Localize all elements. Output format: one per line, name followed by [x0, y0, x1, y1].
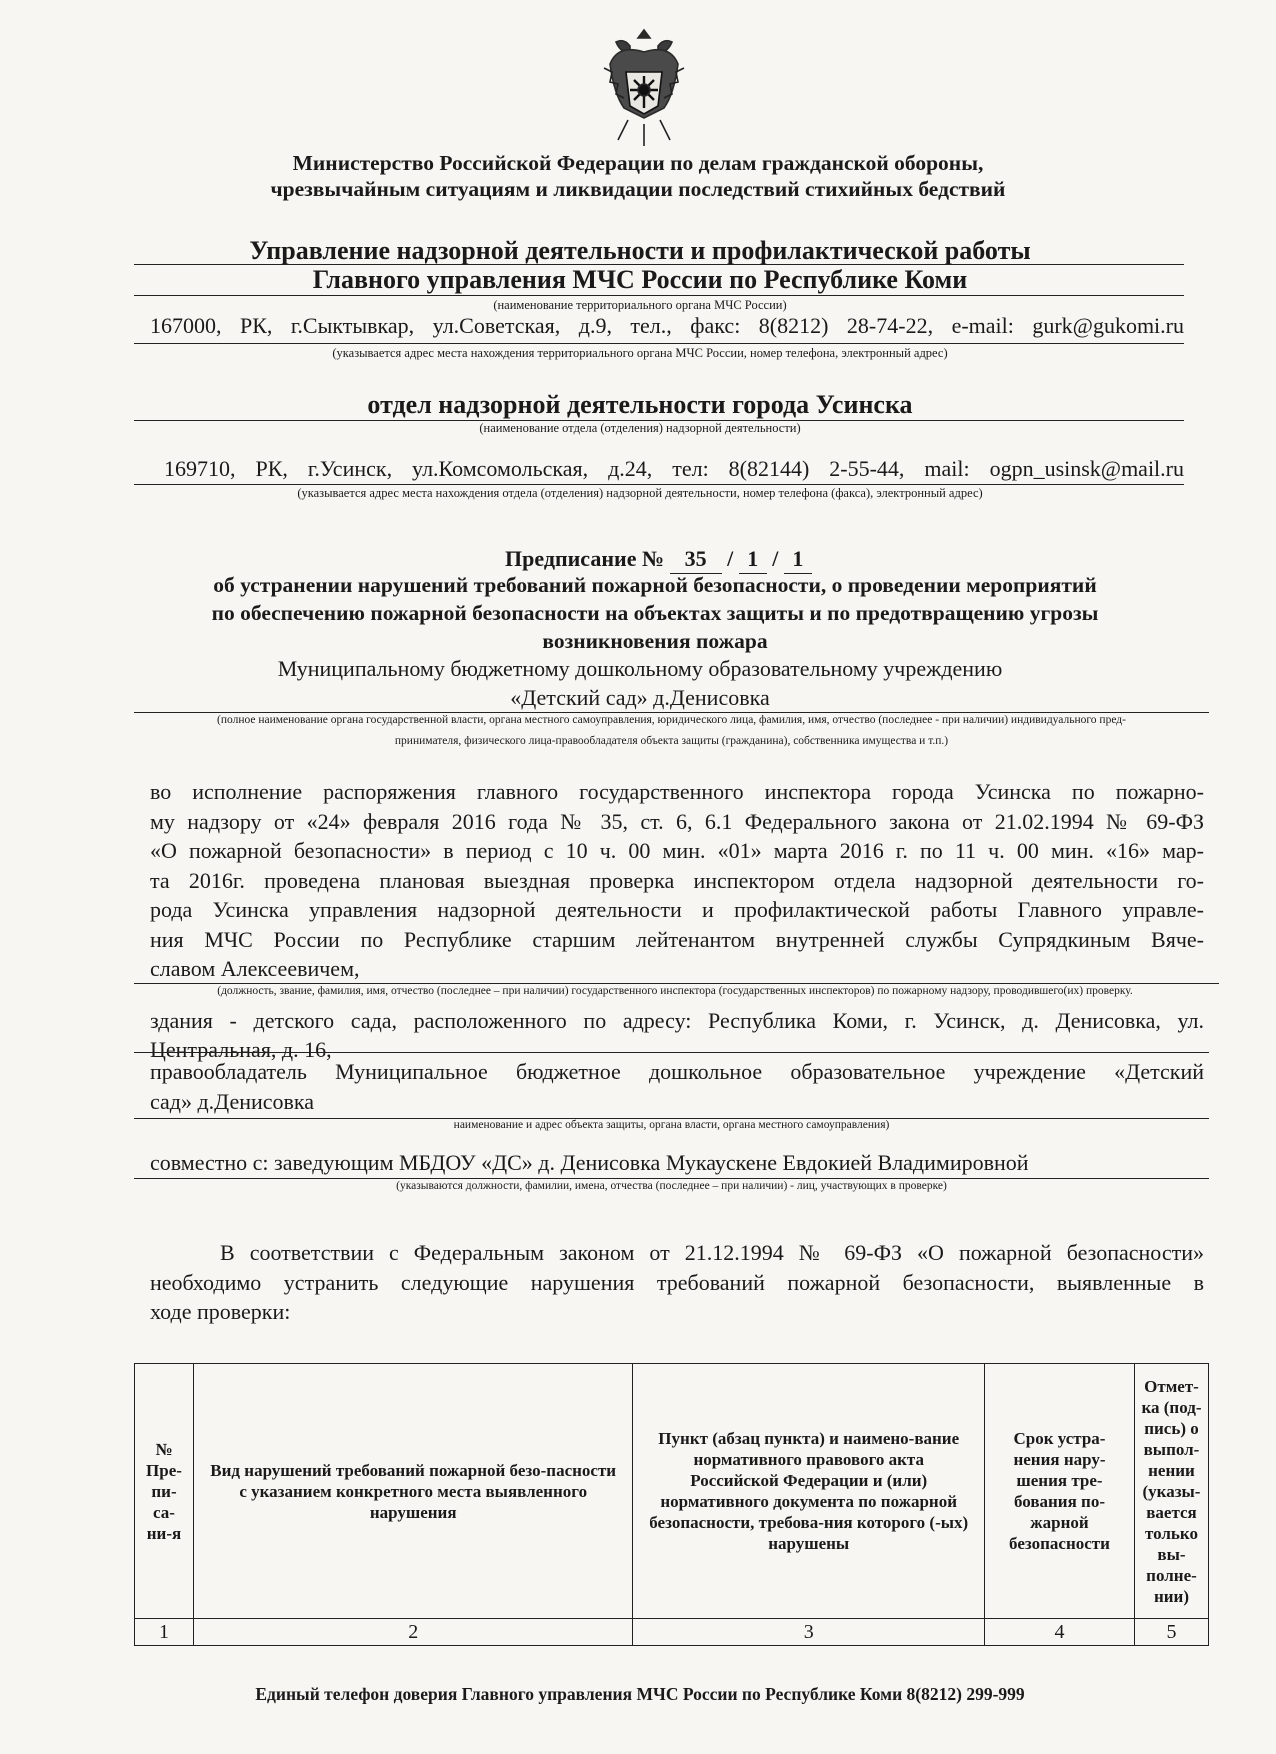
hotline-footer: Единый телефон доверия Главного управления МЧС России по Республике Коми 8(8212) 299-999	[255, 1684, 1025, 1704]
prescription-label: Предписание №	[505, 546, 665, 571]
mchs-emblem-icon	[600, 24, 688, 152]
prescription-heading	[505, 545, 812, 574]
inspection-caption: (должность, звание, фамилия, имя, отчество (последнее – при наличии) государственного инспектора (государственных инспекторов) по пожарному надзору, проводившего(их) проверку.	[217, 985, 1133, 997]
header-deadline: Срок устра-нения нару-шения тре-бования по-жарной безопасности	[985, 1364, 1135, 1619]
object-line-4: сад» д.Денисовка	[150, 1089, 315, 1114]
object-line-2: Центральная, д. 16,	[150, 1037, 332, 1062]
column-number: 4	[985, 1619, 1135, 1646]
department-address-caption: (указывается адрес места нахождения отдела (отделения) надзорной деятельности, номер телефона (факса), электронный адрес)	[297, 486, 983, 500]
inspection-line: славом Алексеевичем,	[150, 956, 360, 981]
addressee-caption-2: принимателя, физического лица-правообладателя объекта защиты (гражданина), собственника имущества и т.п.)	[394, 735, 949, 747]
addressee-caption-1: (полное наименование органа государственной власти, органа местного самоуправления, юридического лица, фамилия, имя, отчество (последнее - при наличии) индивидуального пред-	[217, 714, 1126, 726]
prescription-subject-line-3: возникновения пожара	[542, 629, 768, 653]
directorate-address: 167000, РК, г.Сыктывкар, ул.Советская, д.9, тел., факс: 8(8212) 28-74-22, e-mail: gurk@gukomi.ru	[150, 313, 1184, 338]
inspection-line: та 2016г. проведена плановая выездная проверка инспектором отдела надзорной деятельности го-	[150, 867, 1204, 893]
column-number: 1	[135, 1619, 194, 1646]
law-paragraph	[150, 1238, 1204, 1327]
column-number: 5	[1134, 1619, 1208, 1646]
column-number: 3	[633, 1619, 985, 1646]
inspection-line: «О пожарной безопасности» в период с 10 ч. 00 мин. «01» марта 2016 г. по 11 ч. 00 мин. «16» мар-	[150, 838, 1204, 863]
prescription-number-3: 1	[784, 545, 812, 574]
directorate-line-2: Главного управления МЧС России по Республике Коми	[312, 265, 968, 294]
inspection-paragraph	[150, 777, 1204, 984]
directorate-address-caption: (указывается адрес места нахождения территориального органа МЧС России, номер телефона, электронный адрес)	[332, 346, 948, 360]
object-line-1: здания - детского сада, расположенного по адресу: Республика Коми, г. Усинск, д. Денисовка, ул.	[150, 1008, 1204, 1033]
participants-text: совместно с: заведующим МБДОУ «ДС» д. Денисовка Мукаускене Евдокией Владимировной	[150, 1150, 1029, 1175]
object-caption: наименование и адрес объекта защиты, органа власти, органа местного самоуправления)	[453, 1119, 890, 1131]
ministry-line-2: чрезвычайным ситуациям и ликвидации последствий стихийных бедствий	[270, 177, 1006, 201]
department-address: 169710, РК, г.Усинск, ул.Комсомольская, д.24, тел: 8(82144) 2-55-44, mail: ogpn_usinsk@mail.ru	[164, 456, 1184, 481]
directorate-line-1: Управление надзорной деятельности и профилактической работы	[249, 236, 1031, 265]
prescription-slash-2: /	[772, 546, 779, 571]
inspection-line: во исполнение распоряжения главного государственного инспектора города Усинска по пожарно-	[150, 779, 1204, 804]
prescription-subject-line-2: по обеспечению пожарной безопасности на объектах защиты и по предотвращению угрозы	[211, 601, 1099, 625]
directorate-caption: (наименование территориального органа МЧС России)	[493, 298, 787, 312]
inspection-line: ния МЧС России по Республике старшим лейтенантом внутренней службы Супрядкиным Вяче-	[150, 926, 1204, 952]
header-violation-type: Вид нарушений требований пожарной безо-пасности с указанием конкретного места выявленного нарушения	[193, 1364, 632, 1619]
object-line-3: правообладатель Муниципальное бюджетное дошкольное образовательное учреждение «Детский	[150, 1059, 1204, 1084]
column-number: 2	[193, 1619, 632, 1646]
prescription-number-1: 35	[670, 545, 722, 574]
ministry-line-1: Министерство Российской Федерации по делам гражданской обороны,	[292, 151, 984, 175]
violations-table	[134, 1363, 1209, 1646]
law-line: В соответствии с Федеральным законом от 21.12.1994 № 69-ФЗ «О пожарной безопасности»	[220, 1240, 1204, 1265]
prescription-number-2: 1	[739, 545, 767, 574]
header-completion-mark: Отмет-ка (под-пись) о выпол-нении (указы-вается только вы-полне-нии)	[1134, 1364, 1208, 1619]
law-line: ходе проверки:	[150, 1299, 291, 1324]
prescription-slash-1: /	[727, 546, 734, 571]
law-line: необходимо устранить следующие нарушения требований пожарной безопасности, выявленные в	[150, 1269, 1204, 1295]
addressee-line-2: «Детский сад» д.Денисовка	[510, 685, 770, 710]
header-number: № Пре-пи-са-ни-я	[135, 1364, 194, 1619]
prescription-subject-line-1: об устранении нарушений требований пожарной безопасности, о проведении мероприятий	[213, 573, 1097, 597]
table-header-row	[135, 1364, 1209, 1619]
table-row	[135, 1619, 1209, 1646]
inspection-line: рода Усинска управления надзорной деятельности и профилактической работы Главного управле-	[150, 897, 1204, 922]
addressee-line-1: Муниципальному бюджетному дошкольному образовательному учреждению	[277, 656, 1003, 681]
department-name: отдел надзорной деятельности города Усинска	[367, 390, 913, 419]
participants-caption: (указываются должности, фамилии, имена, отчества (последнее – при наличии) - лиц, участвующих в проверке)	[396, 1180, 947, 1192]
inspection-line: му надзору от «24» февраля 2016 года № 35, ст. 6, 6.1 Федерального закона от 21.02.1994 № 69-ФЗ	[150, 808, 1204, 834]
department-caption: (наименование отдела (отделения) надзорной деятельности)	[479, 421, 801, 435]
header-normative-reference: Пункт (абзац пункта) и наимено-вание нормативного правового акта Российской Федерации и (или) нормативного документа по пожарной безопасности, требова-ния которого (-ых) нарушены	[633, 1364, 985, 1619]
